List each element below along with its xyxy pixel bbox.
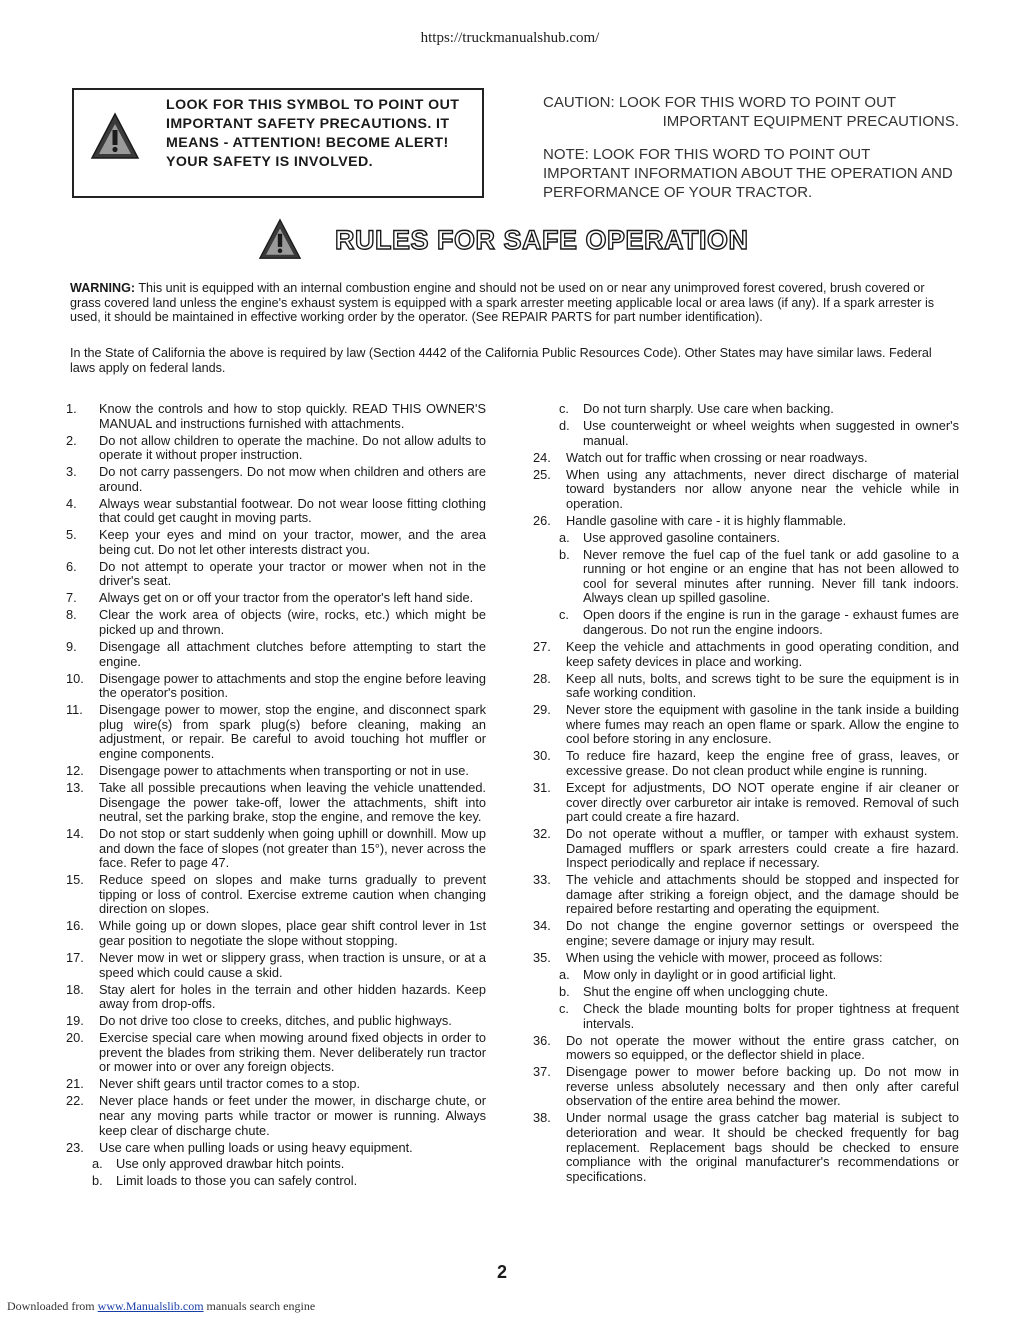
rule-text: Under normal usage the grass catcher bag material is subject to deterioration and wear. It should be checked frequently for bag replacement. Replacement bags should be checked to ensure compliance with the original manufacturer's recommendations or specifications. <box>566 1110 959 1184</box>
rules-right-column <box>533 402 959 1187</box>
rule-number: 17. <box>66 950 84 966</box>
rule-text: Do not stop or start suddenly when going uphill or downhill. Mow up and down the face of slopes (not greater than 15°), never across the face. Refer to page 47. <box>99 826 486 871</box>
rule-number: 30. <box>533 748 551 764</box>
rule-text: Disengage power to attachments when transporting or not in use. <box>99 762 469 778</box>
download-footer <box>7 1299 315 1314</box>
rule-number: b. <box>559 984 570 999</box>
rule-text: Always get on or off your tractor from the operator's left hand side. <box>99 590 474 606</box>
rule-text: While going up or down slopes, place gear shift control lever in 1st gear position to negotiate the slope without stopping. <box>99 918 486 949</box>
rule-number: c. <box>559 607 569 623</box>
rule-subitem <box>533 548 959 606</box>
caution-line-2: IMPORTANT EQUIPMENT PRECAUTIONS. <box>662 113 959 130</box>
warning-label: WARNING: <box>70 281 136 295</box>
rule-text: Keep all nuts, bolts, and screws tight to be sure the equipment is in safe working condition. <box>566 670 959 701</box>
rule-number: 37. <box>533 1064 551 1080</box>
caution-definition <box>543 93 959 131</box>
rule-text: Use counterweight or wheel weights when suggested in owner's manual. <box>583 417 959 448</box>
rule-text: Disengage power to mower before backing up. Do not mow in reverse unless absolutely necessary and then only after careful observation of the entire area behind the mower. <box>566 1064 959 1109</box>
rule-text: Except for adjustments, DO NOT operate engine if air cleaner or cover directly over carburetor air intake is removed. Removal of such part could create a fire hazard. <box>566 779 959 825</box>
rule-text: To reduce fire hazard, keep the engine free of grass, leaves, or excessive grease. Do not clean product while engine is running. <box>566 748 959 778</box>
rule-item <box>533 919 959 948</box>
rule-item <box>66 1094 486 1138</box>
rule-number: 26. <box>533 512 551 528</box>
rule-number: 12. <box>66 762 84 778</box>
rule-text: Do not drive too close to creeks, ditches, and public highways. <box>99 1013 452 1029</box>
rule-number: a. <box>92 1156 103 1172</box>
rule-text: Reduce speed on slopes and make turns gradually to prevent tipping or loss of control. Exercise extreme caution when changing direction on slopes. <box>99 872 486 917</box>
rule-item <box>66 497 486 526</box>
rule-number: 33. <box>533 872 551 888</box>
rule-number: 19. <box>66 1013 84 1029</box>
rule-number: 15. <box>66 872 84 888</box>
rule-item <box>66 983 486 1012</box>
rule-text: Do not carry passengers. Do not mow when children and others are around. <box>99 464 486 494</box>
rule-number: 3. <box>66 464 77 480</box>
rule-text: Keep the vehicle and attachments in good operating condition, and keep safety devices in place and working. <box>566 639 959 669</box>
rule-number: 35. <box>533 950 551 966</box>
rule-item <box>66 465 486 494</box>
rule-text: Never remove the fuel cap of the fuel tank or add gasoline to a running or hot engine or an engine that has not been allowed to cool for several minutes after running. Never fill tank indoors. Always clean up spilled gasoline. <box>583 546 959 606</box>
safety-notice-box <box>72 88 484 198</box>
rule-item <box>533 827 959 871</box>
rule-text: Always wear substantial footwear. Do not wear loose fitting clothing that could get caught in moving parts. <box>99 495 486 526</box>
rule-item <box>66 608 486 637</box>
safety-symbol-text: LOOK FOR THIS SYMBOL TO POINT OUT IMPORTANT SAFETY PRECAUTIONS. IT MEANS - ATTENTION! BECOME ALERT! YOUR SAFETY IS INVOLVED. <box>166 97 460 170</box>
page-title: RULES FOR SAFE OPERATION <box>335 225 749 255</box>
rule-text: Limit loads to those you can safely control. <box>116 1173 358 1189</box>
rule-item <box>533 749 959 778</box>
rule-item <box>533 781 959 825</box>
rule-number: 2. <box>66 432 77 448</box>
rule-item <box>533 514 959 529</box>
rule-item <box>66 703 486 761</box>
rule-item <box>533 703 959 747</box>
rule-number: 7. <box>66 590 77 606</box>
rule-number: 14. <box>66 826 84 842</box>
rule-item <box>533 672 959 701</box>
footer-prefix: Downloaded from <box>7 1299 95 1313</box>
rule-subitem <box>66 1174 486 1189</box>
footer-suffix: manuals search engine <box>206 1299 316 1313</box>
rule-text: Do not operate without a muffler, or tamper with exhaust system. Damaged mufflers or spark arresters could create a fire hazard. Inspect periodically and replace if necessary. <box>566 826 959 871</box>
rule-number: a. <box>559 529 570 545</box>
rule-text: Do not change the engine governor settings or overspeed the engine; severe damage or injury may result. <box>566 918 959 949</box>
rule-number: 23. <box>66 1139 84 1155</box>
rule-text: Do not allow children to operate the machine. Do not allow adults to operate it without proper instruction. <box>99 432 486 463</box>
rule-text: Check the blade mounting bolts for proper tightness at frequent intervals. <box>583 1000 959 1031</box>
rule-text: Use approved gasoline containers. <box>583 529 781 545</box>
rule-number: 10. <box>66 670 84 686</box>
rule-item <box>66 827 486 871</box>
warning-triangle-icon <box>90 112 140 160</box>
rule-subitem <box>533 968 959 983</box>
header-url: https://truckmanualshub.com/ <box>420 30 600 46</box>
rule-text: Handle gasoline with care - it is highly flammable. <box>566 512 847 528</box>
rule-text: Take all possible precautions when leaving the vehicle unattended. Disengage the power take-off, lower the attachments, shift into neutral, set the parking brake, stop the engine, and remove the key. <box>99 779 486 825</box>
rule-number: 6. <box>66 558 77 574</box>
rule-item <box>533 951 959 966</box>
rules-left-column <box>66 402 486 1191</box>
rule-number: 29. <box>533 702 551 718</box>
rule-item <box>533 1065 959 1109</box>
rule-number: b. <box>92 1173 103 1189</box>
california-paragraph: In the State of California the above is required by law (Section 4442 of the California Public Resources Code). Other States may have similar laws. Federal laws apply on federal lands. <box>70 346 932 375</box>
warning-triangle-icon <box>258 218 302 260</box>
rule-text: When using any attachments, never direct discharge of material toward bystanders nor allow anyone near the vehicle while in operation. <box>566 466 959 511</box>
rule-text: Do not attempt to operate your tractor or mower when not in the driver's seat. <box>99 558 486 589</box>
rule-text: Clear the work area of objects (wire, rocks, etc.) which might be picked up and thrown. <box>99 607 486 638</box>
rule-number: 18. <box>66 981 84 997</box>
rule-item <box>533 1034 959 1063</box>
rule-item <box>66 919 486 948</box>
rule-text: Open doors if the engine is run in the garage - exhaust fumes are dangerous. Do not run the engine indoors. <box>583 607 959 638</box>
rule-item <box>66 640 486 669</box>
rule-subitem <box>66 1157 486 1172</box>
rule-text: Never store the equipment with gasoline in the tank inside a building where fumes may reach an open flame or spark. Allow the engine to cool before storing in any enclosure. <box>566 702 959 747</box>
rule-text: Disengage all attachment clutches before attempting to start the engine. <box>99 639 486 669</box>
rule-number: b. <box>559 546 570 562</box>
rule-item <box>533 873 959 917</box>
rule-item <box>533 468 959 512</box>
rule-text: Exercise special care when mowing around fixed objects in order to prevent the blades from striking them. Never deliberately run tractor or mower into or over any foreign objects. <box>99 1030 486 1075</box>
rule-number: 1. <box>66 401 77 416</box>
rule-number: 28. <box>533 670 551 686</box>
note-definition: NOTE: LOOK FOR THIS WORD TO POINT OUT IMPORTANT INFORMATION ABOUT THE OPERATION AND PERFORMANCE OF YOUR TRACTOR. <box>543 146 953 201</box>
rule-item <box>66 1077 486 1092</box>
rule-number: 25. <box>533 466 551 482</box>
rule-subitem <box>533 402 959 417</box>
rule-number: 36. <box>533 1032 551 1048</box>
rule-item <box>66 764 486 779</box>
rule-subitem <box>533 1002 959 1031</box>
warning-paragraph <box>70 281 958 325</box>
rule-item <box>66 672 486 701</box>
rule-number: 16. <box>66 918 84 934</box>
rule-number: 31. <box>533 779 551 795</box>
rule-text: Mow only in daylight or in good artificial light. <box>583 967 837 983</box>
rule-text: Watch out for traffic when crossing or near roadways. <box>566 449 868 465</box>
rule-number: 13. <box>66 779 84 795</box>
rule-number: 8. <box>66 607 77 623</box>
rule-text: Keep your eyes and mind on your tractor, mower, and the area being cut. Do not let other interests distract you. <box>99 527 486 557</box>
rule-number: 27. <box>533 639 551 655</box>
warning-text: This unit is equipped with an internal combustion engine and should not be used on or near any unimproved forest covered, brush covered or grass covered land unless the engine's exhaust system is equipped with a spark arrester meeting applicable local or area laws (if any). If a spark arrester is used, it should be maintained in effective working order by the operator. (See REPAIR PARTS for part number identification). <box>70 281 935 324</box>
rule-item <box>533 451 959 466</box>
rule-number: 32. <box>533 826 551 842</box>
rule-number: 24. <box>533 449 551 465</box>
rule-item <box>66 591 486 606</box>
rule-text: Disengage power to mower, stop the engine, and disconnect spark plug wire(s) from spark plug(s) before cleaning, making an adjustment, or repair. Be careful to avoid touching hot muffler or engine components. <box>99 702 486 761</box>
rule-text: Use only approved drawbar hitch points. <box>116 1156 345 1172</box>
rule-number: d. <box>559 417 570 433</box>
rule-text: Use care when pulling loads or using heavy equipment. <box>99 1139 413 1155</box>
rule-item <box>66 528 486 557</box>
rule-text: Shut the engine off when unclogging chute. <box>583 984 829 999</box>
rule-text: The vehicle and attachments should be stopped and inspected for damage after striking a foreign object, and the damage should be repaired before restarting and operating the equipment. <box>566 872 959 917</box>
rule-text: Never mow in wet or slippery grass, when traction is unsure, or at a speed which could cause a skid. <box>99 950 486 980</box>
rule-text: Disengage power to attachments and stop the engine before leaving the operator's position. <box>99 670 487 701</box>
rule-text: Know the controls and how to stop quickly. READ THIS OWNER'S MANUAL and instructions furnished with attachments. <box>99 401 486 431</box>
page-number: 2 <box>497 1262 508 1282</box>
rule-item <box>66 1014 486 1029</box>
rule-text: Never place hands or feet under the mower, in discharge chute, or near any moving parts while tractor or mower is running. Always keep clear of discharge chute. <box>99 1093 486 1138</box>
rule-number: 22. <box>66 1093 84 1109</box>
rule-item <box>66 873 486 917</box>
rule-item <box>533 1111 959 1184</box>
rule-item <box>533 640 959 669</box>
rule-item <box>66 1141 486 1156</box>
rule-item <box>66 951 486 980</box>
rule-item <box>66 434 486 463</box>
rule-number: 4. <box>66 495 77 511</box>
rule-item <box>66 560 486 589</box>
rule-subitem <box>533 531 959 546</box>
rule-text: Stay alert for holes in the terrain and other hidden hazards. Keep away from drop-offs. <box>99 981 486 1012</box>
rule-number: 20. <box>66 1030 84 1046</box>
rule-number: c. <box>559 1000 569 1016</box>
rule-item <box>66 1031 486 1075</box>
rule-subitem <box>533 985 959 1000</box>
rule-item <box>66 402 486 431</box>
rule-text: When using the vehicle with mower, proceed as follows: <box>566 950 883 966</box>
rule-number: 9. <box>66 639 77 655</box>
rule-number: 21. <box>66 1076 84 1092</box>
rule-number: c. <box>559 401 569 416</box>
caution-line-1: CAUTION: LOOK FOR THIS WORD TO POINT OUT <box>543 94 897 111</box>
rule-number: a. <box>559 967 570 983</box>
footer-link[interactable]: www.Manualslib.com <box>97 1299 204 1313</box>
rule-text: Do not turn sharply. Use care when backing. <box>583 401 834 416</box>
rule-number: 34. <box>533 918 551 934</box>
rule-number: 5. <box>66 527 77 543</box>
rule-subitem <box>533 608 959 637</box>
rule-subitem <box>533 419 959 448</box>
rule-number: 11. <box>66 702 83 718</box>
rule-item <box>66 781 486 825</box>
rule-number: 38. <box>533 1110 551 1126</box>
rule-text: Do not operate the mower without the entire grass catcher, on mowers so equipped, or the deflector shield in place. <box>566 1032 959 1063</box>
rule-text: Never shift gears until tractor comes to a stop. <box>99 1076 361 1092</box>
